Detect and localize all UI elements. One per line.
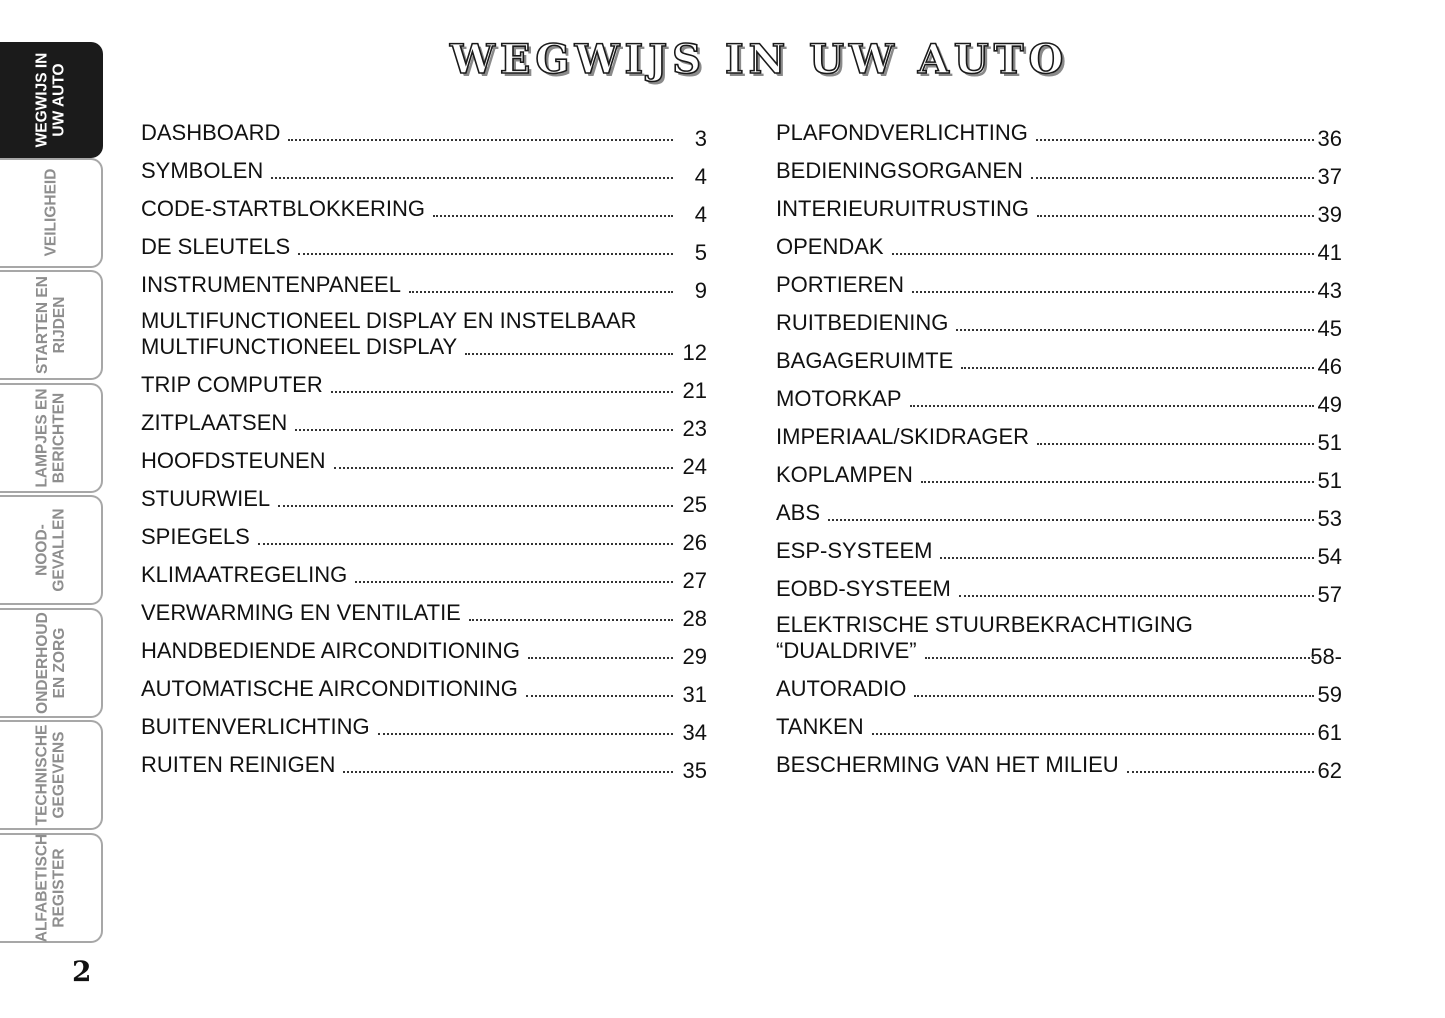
- toc-entry-page-number: 46: [1317, 354, 1342, 379]
- chapter-tab-1[interactable]: [0, 42, 103, 158]
- toc-column-right: [776, 114, 1342, 784]
- toc-entry-page-number: 58-: [1310, 644, 1342, 669]
- toc-entry[interactable]: [141, 266, 707, 304]
- toc-entry[interactable]: [141, 632, 707, 670]
- dot-leader: [343, 771, 673, 773]
- toc-entry-line: [141, 158, 707, 184]
- toc-entry-page-number: 21: [682, 378, 707, 403]
- toc-entry-line: [141, 676, 707, 702]
- toc-entry[interactable]: [776, 456, 1342, 494]
- dot-leader: [910, 405, 1314, 407]
- toc-entry-title: DASHBOARD: [141, 120, 281, 145]
- toc-entry-title: BEDIENINGSORGANEN: [776, 158, 1023, 183]
- dot-leader: [1037, 215, 1314, 217]
- toc-entry-title: RUITBEDIENING: [776, 310, 949, 335]
- toc-entry[interactable]: [141, 708, 707, 746]
- toc-entry-title: “DUALDRIVE”: [776, 638, 917, 663]
- toc-entry-page-number: 51: [1317, 430, 1342, 455]
- toc-entry[interactable]: [776, 190, 1342, 228]
- toc-entry-page-number: 43: [1317, 278, 1342, 303]
- toc-entry-title: AUTORADIO: [776, 676, 907, 701]
- chapter-tab-label: NOOD- GEVALLEN: [33, 508, 68, 592]
- toc-entry-line: [776, 714, 1342, 740]
- dot-leader: [378, 733, 673, 735]
- chapter-tab-label: VEILIGHEID: [41, 168, 59, 257]
- dot-leader: [925, 657, 1314, 659]
- toc-entry[interactable]: [776, 152, 1342, 190]
- toc-entry-line: [776, 196, 1342, 222]
- toc-entry-title-line1: ELEKTRISCHE STUURBEKRACHTIGING: [776, 612, 1193, 637]
- toc-entry-line: [141, 120, 707, 146]
- toc-entry[interactable]: [776, 570, 1342, 608]
- toc-entry[interactable]: [776, 532, 1342, 570]
- toc-entry-title: ESP-SYSTEEM: [776, 538, 933, 563]
- toc-entry[interactable]: [141, 480, 707, 518]
- toc-entry-line: [776, 348, 1342, 374]
- toc-entry-title: MOTORKAP: [776, 386, 902, 411]
- toc-entry-line: [141, 562, 707, 588]
- toc-entry-page-number: 29: [682, 644, 707, 669]
- toc-entry[interactable]: [141, 228, 707, 266]
- toc-entry-page-number: 45: [1317, 316, 1342, 341]
- toc-entry-line: [141, 196, 707, 222]
- toc-entry-line: [141, 272, 707, 298]
- toc-entry-page-number: 36: [1317, 126, 1342, 151]
- toc-entry-page-number: 28: [682, 606, 707, 631]
- toc-entry[interactable]: [141, 366, 707, 404]
- toc-entry-page-number: 61: [1317, 720, 1342, 745]
- toc-entry[interactable]: [776, 746, 1342, 784]
- toc-entry-title-line1: MULTIFUNCTIONEEL DISPLAY EN INSTELBAAR: [141, 308, 637, 333]
- toc-entry-title: PORTIEREN: [776, 272, 904, 297]
- toc-entry-title: IMPERIAAL/SKIDRAGER: [776, 424, 1030, 449]
- toc-entry-title: EOBD-SYSTEEM: [776, 576, 951, 601]
- toc-entry[interactable]: [141, 114, 707, 152]
- toc-entry-title: KLIMAATREGELING: [141, 562, 348, 587]
- toc-column-left: [141, 114, 707, 784]
- toc-entry-page-number: 31: [682, 682, 707, 707]
- toc-entry-page-number: 59: [1317, 682, 1342, 707]
- dot-leader: [271, 177, 673, 179]
- toc-entry-title: ABS: [776, 500, 821, 525]
- toc-entry-page-number: 27: [682, 568, 707, 593]
- toc-entry[interactable]: [141, 518, 707, 556]
- toc-entry-page-number: 39: [1317, 202, 1342, 227]
- toc-entry-page-number: 24: [682, 454, 707, 479]
- toc-entry-title: VERWARMING EN VENTILATIE: [141, 600, 461, 625]
- toc-entry-line: [776, 272, 1342, 298]
- dot-leader: [334, 467, 673, 469]
- toc-entry-line: [141, 334, 707, 360]
- dot-leader: [469, 619, 673, 621]
- toc-entry-title: OPENDAK: [776, 234, 884, 259]
- toc-entry-page-number: 3: [694, 126, 707, 151]
- dot-leader: [258, 543, 673, 545]
- toc-entry-line: [776, 462, 1342, 488]
- toc-entry-line: [141, 752, 707, 778]
- dot-leader: [528, 657, 673, 659]
- toc-entry-page-number: 5: [694, 240, 707, 265]
- toc-entry-page-number: 23: [682, 416, 707, 441]
- dot-leader: [409, 291, 673, 293]
- toc-entry-page-number: 4: [694, 202, 707, 227]
- toc-entry-title: MULTIFUNCTIONEEL DISPLAY: [141, 334, 458, 359]
- toc-entry-page-number: 57: [1317, 582, 1342, 607]
- toc-entry-line: [141, 638, 707, 664]
- page-title: WEGWIJS IN UW AUTO: [450, 36, 1069, 83]
- toc-entry[interactable]: [776, 114, 1342, 152]
- chapter-tab-4[interactable]: [0, 383, 103, 493]
- dot-leader: [1127, 771, 1314, 773]
- toc-entry-title: DE SLEUTELS: [141, 234, 291, 259]
- dot-leader: [872, 733, 1314, 735]
- toc-entry-line: [776, 120, 1342, 146]
- toc-entry[interactable]: [776, 342, 1342, 380]
- toc-entry[interactable]: [776, 228, 1342, 266]
- dot-leader: [892, 253, 1314, 255]
- toc-entry[interactable]: [141, 670, 707, 708]
- toc-entry[interactable]: [776, 418, 1342, 456]
- toc-entry-line: [141, 524, 707, 550]
- toc-entry[interactable]: [776, 670, 1342, 708]
- toc-entry[interactable]: [141, 304, 707, 366]
- toc-entry-title: BAGAGERUIMTE: [776, 348, 954, 373]
- toc-entry-title: INSTRUMENTENPANEEL: [141, 272, 401, 297]
- toc-entry-page-number: 62: [1317, 758, 1342, 783]
- dot-leader: [295, 429, 673, 431]
- chapter-tab-label: ALFABETISCH REGISTER: [33, 833, 68, 942]
- dot-leader: [961, 367, 1314, 369]
- dot-leader: [912, 291, 1314, 293]
- dot-leader: [298, 253, 673, 255]
- toc-entry[interactable]: [776, 494, 1342, 532]
- toc-entry-line: [141, 448, 707, 474]
- toc-entry-title: BUITENVERLICHTING: [141, 714, 370, 739]
- toc-entry-line: [141, 372, 707, 398]
- toc-entry-title: ZITPLAATSEN: [141, 410, 288, 435]
- toc-entry-line: [776, 424, 1342, 450]
- toc-entry-line: [776, 310, 1342, 336]
- toc-entry-line: [776, 386, 1342, 412]
- toc-entry-title: PLAFONDVERLICHTING: [776, 120, 1028, 145]
- chapter-tab-label: STARTEN EN RIJDEN: [33, 276, 68, 374]
- toc-entry-line: [141, 234, 707, 260]
- toc-entry-line: [776, 576, 1342, 602]
- toc-entry-line: [141, 600, 707, 626]
- toc-entry-page-number: 4: [694, 164, 707, 189]
- toc-entry[interactable]: [776, 380, 1342, 418]
- toc-entry-line: [776, 234, 1342, 260]
- toc-entry-page-number: 25: [682, 492, 707, 517]
- toc-entry[interactable]: [141, 556, 707, 594]
- dot-leader: [355, 581, 673, 583]
- toc-entry-line: [776, 638, 1342, 664]
- dot-leader: [921, 481, 1314, 483]
- dot-leader: [1031, 177, 1314, 179]
- toc-entry[interactable]: [776, 266, 1342, 304]
- dot-leader: [956, 329, 1314, 331]
- chapter-tab-label: ONDERHOUD EN ZORG: [33, 611, 68, 714]
- toc-entry-line: [141, 714, 707, 740]
- toc-entry-page-number: 54: [1317, 544, 1342, 569]
- dot-leader: [278, 505, 673, 507]
- dot-leader: [433, 215, 673, 217]
- toc-entry-page-number: 37: [1317, 164, 1342, 189]
- toc-entry-title: BESCHERMING VAN HET MILIEU: [776, 752, 1119, 777]
- toc-entry-line: [776, 158, 1342, 184]
- toc-entry-page-number: 35: [682, 758, 707, 783]
- chapter-tab-label: TECHNISCHE GEGEVENS: [33, 724, 68, 826]
- toc-entry[interactable]: [141, 594, 707, 632]
- toc-entry-title: AUTOMATISCHE AIRCONDITIONING: [141, 676, 518, 701]
- toc-entry-line: [776, 752, 1342, 778]
- toc-entry-title: TANKEN: [776, 714, 864, 739]
- toc-entry[interactable]: [141, 152, 707, 190]
- toc-entry-title: TRIP COMPUTER: [141, 372, 323, 397]
- dot-leader: [828, 519, 1314, 521]
- toc-entry[interactable]: [776, 304, 1342, 342]
- dot-leader: [1037, 443, 1314, 445]
- page-number: 2: [72, 955, 92, 988]
- toc-entry[interactable]: [141, 404, 707, 442]
- toc-entry[interactable]: [776, 708, 1342, 746]
- dot-leader: [465, 353, 673, 355]
- toc-entry-title: KOPLAMPEN: [776, 462, 913, 487]
- chapter-tab-label: LAMPJES EN BERICHTEN: [33, 387, 68, 488]
- toc-entry-page-number: 34: [682, 720, 707, 745]
- dot-leader: [288, 139, 673, 141]
- toc-entry-page-number: 12: [682, 340, 707, 365]
- toc-entry-page-number: 41: [1317, 240, 1342, 265]
- dot-leader: [526, 695, 673, 697]
- toc-entry-title: STUURWIEL: [141, 486, 271, 511]
- toc-entry-title: HANDBEDIENDE AIRCONDITIONING: [141, 638, 520, 663]
- chapter-tab-2[interactable]: [0, 158, 103, 268]
- toc-entry-page-number: 51: [1317, 468, 1342, 493]
- toc-entry-title: HOOFDSTEUNEN: [141, 448, 326, 473]
- toc-entry-page-number: 49: [1317, 392, 1342, 417]
- dot-leader: [959, 595, 1314, 597]
- toc-entry-title: INTERIEURUITRUSTING: [776, 196, 1029, 221]
- toc-entry-title: RUITEN REINIGEN: [141, 752, 336, 777]
- chapter-tab-8[interactable]: [0, 833, 103, 943]
- toc-entry[interactable]: [141, 442, 707, 480]
- toc-entry-line: [776, 500, 1342, 526]
- toc-entry-line: [141, 410, 707, 436]
- toc-entry-title: SYMBOLEN: [141, 158, 264, 183]
- toc-entry-page-number: 9: [694, 278, 707, 303]
- chapter-tab-3[interactable]: [0, 270, 103, 380]
- dot-leader: [940, 557, 1314, 559]
- dot-leader: [1036, 139, 1314, 141]
- chapter-tab-label: WEGWIJS IN UW AUTO: [33, 52, 68, 148]
- dot-leader: [914, 695, 1314, 697]
- toc-entry-title: SPIEGELS: [141, 524, 250, 549]
- toc-entry-line: [141, 486, 707, 512]
- toc-entry[interactable]: [141, 746, 707, 784]
- toc-entry[interactable]: [141, 190, 707, 228]
- chapter-tab-5[interactable]: [0, 495, 103, 605]
- toc-entry-title: CODE-STARTBLOKKERING: [141, 196, 426, 221]
- toc-entry[interactable]: [776, 608, 1342, 670]
- dot-leader: [331, 391, 673, 393]
- chapter-tab-6[interactable]: [0, 608, 103, 718]
- toc-entry-line: [776, 538, 1342, 564]
- chapter-tab-7[interactable]: [0, 720, 103, 830]
- toc-entry-page-number: 53: [1317, 506, 1342, 531]
- toc-entry-page-number: 26: [682, 530, 707, 555]
- toc-entry-line: [776, 676, 1342, 702]
